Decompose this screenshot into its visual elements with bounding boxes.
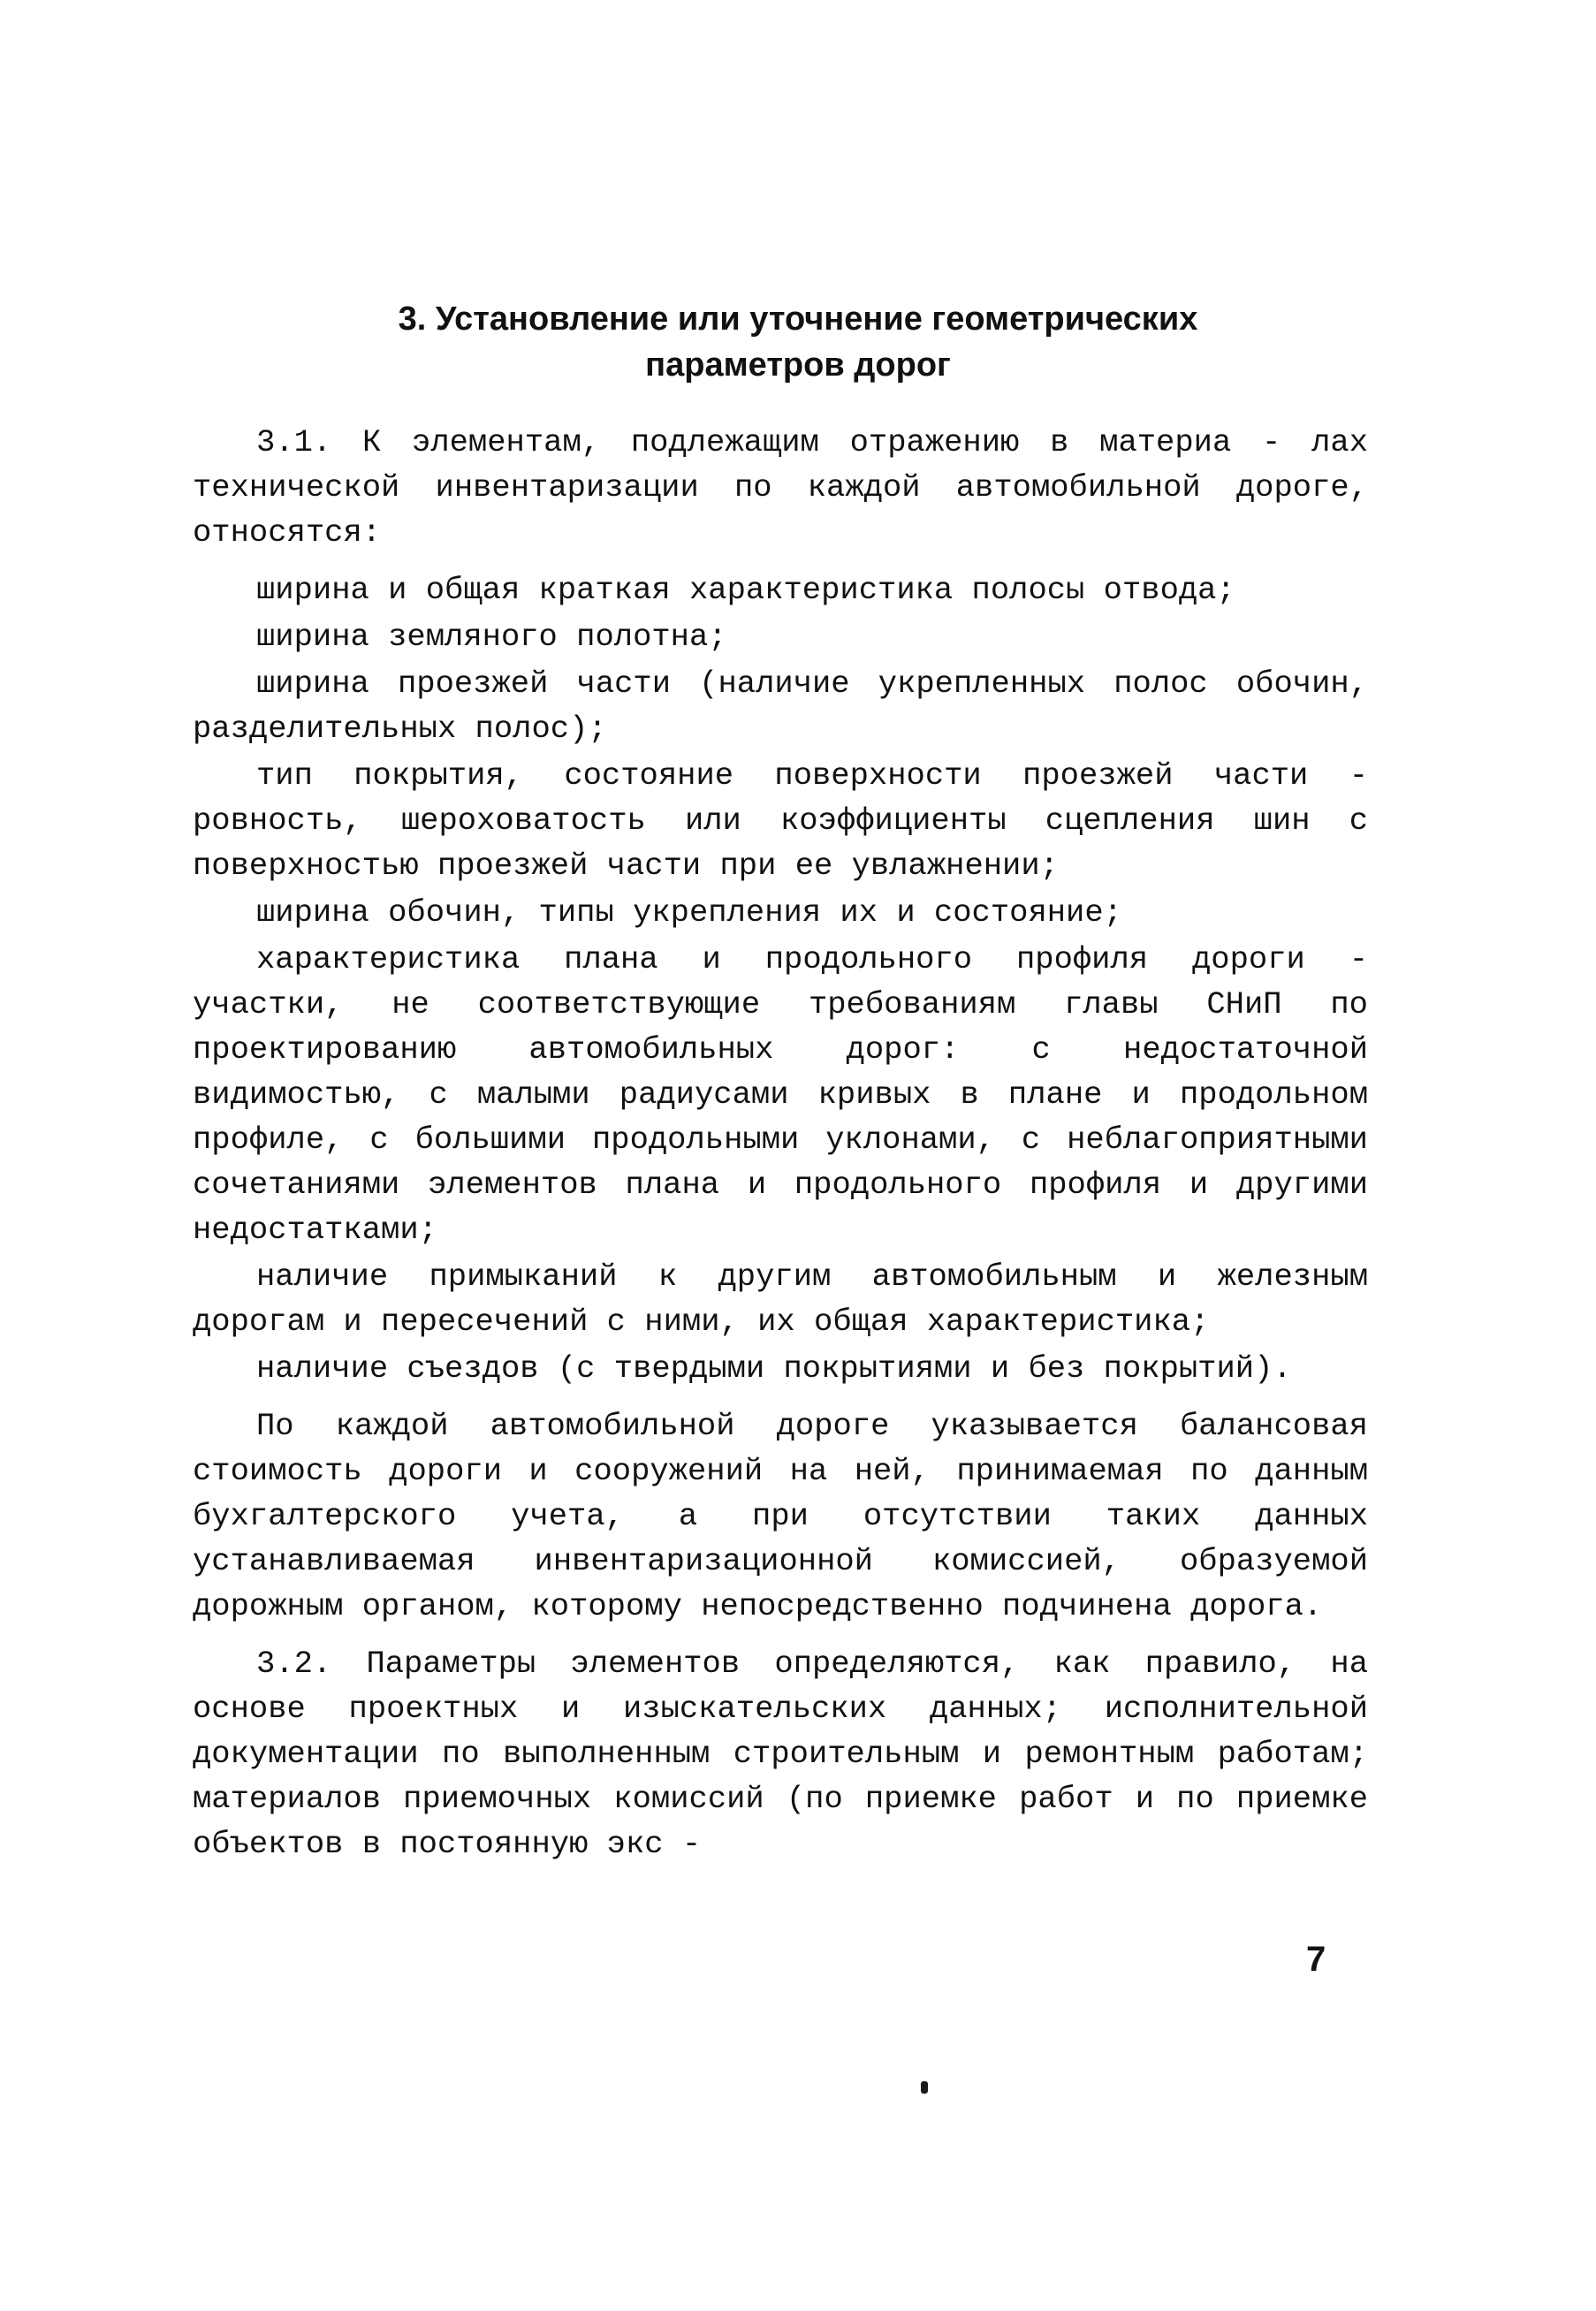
paragraph-3-2: 3.2. Параметры элементов определяются, как правило, на основе проектных и изыскательских данных; исполнительной документации по выполненным строительным и ремонтным работам; материалов приемочных комиссий (по приемке работ и по приемке объектов в постоянную экс - — [193, 1646, 1368, 1862]
body-text — [193, 420, 1368, 1879]
list-item-subgrade-width: ширина земляного полотна; — [256, 619, 727, 655]
list-item-junctions: наличие примыканий к другим автомобильным и железным дорогам и пересечений с ними, их общая характеристика; — [193, 1258, 1368, 1340]
list-item-shoulders: ширина обочин, типы укрепления их и состояние; — [256, 894, 1122, 931]
list-item-plan-profile: характеристика плана и продольного профиля дороги - участки, не соответствующие требованиям главы СНиП по проектированию автомобильных дорог: с недостаточной видимостью, с малыми радиусами кривых в плане и продольном профиле, с большими продольными уклонами, с неблагоприятными сочетаниями элементов плана и продольного профиля и другими недостатками; — [193, 941, 1368, 1248]
list-item-exits: наличие съездов (с твердыми покрытиями и без покрытий). — [256, 1350, 1292, 1387]
list-item-right-of-way: ширина и общая краткая характеристика полосы отвода; — [256, 572, 1235, 608]
paragraph-balance-value: По каждой автомобильной дороге указывается балансовая стоимость дороги и сооружений на ней, принимаемая по данным бухгалтерского учета, а при отсутствии таких данных устанавливаемая инвентаризационной комиссией, образуемой дорожным органом, которому непосредственно подчинена дорога. — [193, 1408, 1368, 1624]
list-item-pavement-type: тип покрытия, состояние поверхности проезжей части - ровность, шероховатость или коэффициенты сцепления шин с поверхностью проезжей части при ее увлажнении; — [193, 757, 1368, 884]
paragraph-3-1-intro: 3.1. К элементам, подлежащим отражению в материа - лах технической инвентаризации по каждой автомобильной дороге, относятся: — [193, 424, 1368, 551]
section-heading-line-1: 3. Установление или уточнение геометрических — [398, 300, 1198, 338]
page-number: 7 — [1306, 1940, 1326, 1979]
section-heading-line-2: параметров дорог — [645, 346, 951, 384]
list-item-carriageway-width: ширина проезжей части (наличие укрепленных полос обочин, разделительных полос); — [193, 665, 1368, 747]
section-heading — [194, 296, 1402, 388]
scan-speck — [921, 2081, 928, 2094]
